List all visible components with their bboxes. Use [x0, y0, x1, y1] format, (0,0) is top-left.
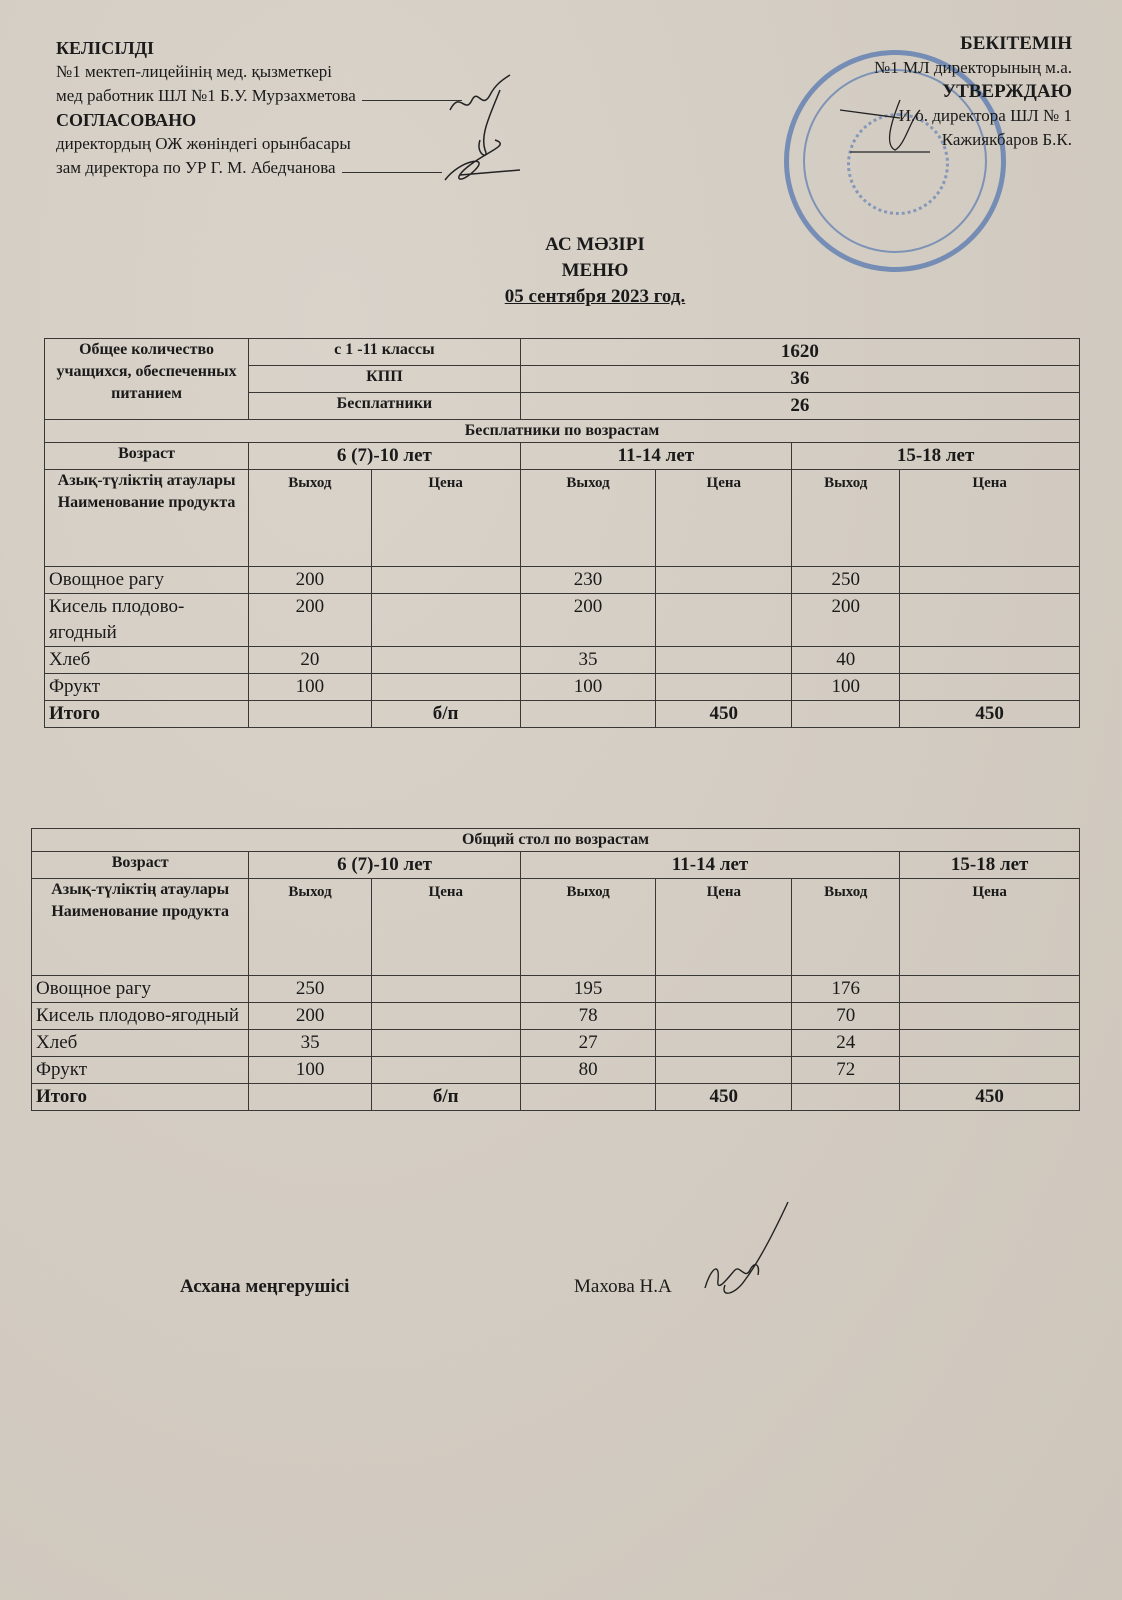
price-cell	[900, 594, 1080, 647]
column-header: Цена	[656, 470, 792, 567]
total-cell: б/п	[371, 701, 520, 728]
output-cell: 200	[792, 594, 900, 647]
canteen-head-name: Махова Н.А	[574, 1276, 672, 1297]
agreed-ru-heading: СОГЛАСОВАНО	[56, 110, 197, 130]
table-section-title: Общий стол по возрастам	[32, 829, 1080, 852]
price-cell	[900, 647, 1080, 674]
table-row	[32, 976, 1080, 1003]
column-header: Цена	[656, 879, 792, 976]
price-cell	[656, 567, 792, 594]
output-cell: 100	[249, 1057, 371, 1084]
director-kz: №1 МЛ директорының м.а.	[874, 58, 1072, 77]
total-row	[45, 701, 1080, 728]
output-cell: 35	[249, 1030, 371, 1057]
age-group: 15-18 лет	[792, 443, 1080, 470]
product-name: Хлеб	[45, 647, 249, 674]
total-cell	[249, 1084, 371, 1111]
table-row	[32, 1030, 1080, 1057]
price-cell	[656, 674, 792, 701]
title-kz: АС МӘЗІРІ	[545, 234, 645, 255]
price-cell	[900, 976, 1080, 1003]
product-name: Овощное рагу	[45, 567, 249, 594]
output-cell: 200	[249, 1003, 371, 1030]
free-meals-table	[44, 338, 1080, 728]
column-header: Выход	[249, 470, 371, 567]
general-table	[31, 828, 1080, 1111]
output-cell: 200	[520, 594, 656, 647]
total-label: Итого	[45, 701, 249, 728]
price-cell	[371, 1057, 520, 1084]
output-cell: 200	[249, 567, 371, 594]
table-section-title: Бесплатники по возрастам	[45, 420, 1080, 443]
table-row	[45, 674, 1080, 701]
column-header: Выход	[520, 470, 656, 567]
product-name: Кисель плодово-ягодный	[45, 594, 249, 647]
price-cell	[371, 976, 520, 1003]
age-label: Возраст	[45, 443, 249, 470]
total-cell	[520, 1084, 656, 1111]
total-cell	[792, 1084, 900, 1111]
age-header-row	[32, 852, 1080, 879]
summary-category: Бесплатники	[249, 393, 521, 420]
approve-ru-heading: УТВЕРЖДАЮ	[942, 81, 1072, 102]
total-cell	[792, 701, 900, 728]
agreed-kz-heading: КЕЛІСІЛДІ	[56, 38, 155, 58]
price-cell	[371, 567, 520, 594]
table-row	[45, 647, 1080, 674]
total-cell: 450	[656, 701, 792, 728]
price-cell	[371, 1003, 520, 1030]
product-name: Кисель плодово-ягодный	[32, 1003, 249, 1030]
price-cell	[656, 1003, 792, 1030]
price-cell	[656, 1057, 792, 1084]
output-cell: 176	[792, 976, 900, 1003]
product-name: Овощное рагу	[32, 976, 249, 1003]
column-header: Выход	[792, 470, 900, 567]
total-cell	[249, 701, 371, 728]
table-row	[45, 594, 1080, 647]
output-cell: 40	[792, 647, 900, 674]
price-cell	[900, 1057, 1080, 1084]
output-cell: 230	[520, 567, 656, 594]
summary-value: 26	[520, 393, 1079, 420]
price-cell	[900, 567, 1080, 594]
age-group: 15-18 лет	[900, 852, 1080, 879]
column-header: Цена	[900, 470, 1080, 567]
summary-category: КПП	[249, 366, 521, 393]
total-cell: 450	[900, 701, 1080, 728]
column-header: Выход	[520, 879, 656, 976]
output-cell: 27	[520, 1030, 656, 1057]
output-cell: 100	[520, 674, 656, 701]
age-label: Возраст	[32, 852, 249, 879]
price-cell	[656, 976, 792, 1003]
age-group: 11-14 лет	[520, 443, 792, 470]
signature-line	[342, 171, 442, 173]
table-row	[45, 567, 1080, 594]
med-worker-kz: №1 мектеп-лицейінің мед. қызметкері	[56, 62, 332, 81]
column-header-row	[32, 879, 1080, 976]
price-cell	[900, 1030, 1080, 1057]
price-cell	[900, 674, 1080, 701]
output-cell: 100	[249, 674, 371, 701]
menu-date: 05 сентября 2023 год.	[504, 286, 686, 307]
summary-label: Общее количество учащихся, обеспеченных питанием	[45, 339, 249, 420]
document-title	[0, 232, 1122, 310]
product-header: Азық-түліктің атаулары Наименование продукта	[32, 879, 249, 976]
column-header: Выход	[792, 879, 900, 976]
output-cell: 78	[520, 1003, 656, 1030]
summary-row	[45, 339, 1080, 366]
output-cell: 250	[249, 976, 371, 1003]
price-cell	[656, 647, 792, 674]
director-name: Кажиякбаров Б.К.	[941, 130, 1072, 149]
total-label: Итого	[32, 1084, 249, 1111]
price-cell	[371, 674, 520, 701]
age-header-row	[45, 443, 1080, 470]
signature-icon	[840, 90, 940, 160]
summary-value: 36	[520, 366, 1079, 393]
deputy-kz: директордың ОЖ жөніндегі орынбасары	[56, 134, 351, 153]
output-cell: 24	[792, 1030, 900, 1057]
output-cell: 35	[520, 647, 656, 674]
signature-icon	[700, 1200, 800, 1300]
total-cell	[520, 701, 656, 728]
output-cell: 80	[520, 1057, 656, 1084]
canteen-head-label: Асхана меңгерушісі	[180, 1276, 350, 1297]
age-group: 6 (7)-10 лет	[249, 852, 520, 879]
age-group: 6 (7)-10 лет	[249, 443, 521, 470]
output-cell: 100	[792, 674, 900, 701]
output-cell: 200	[249, 594, 371, 647]
title-ru: МЕНЮ	[561, 260, 629, 281]
column-header-row	[45, 470, 1080, 567]
approve-kz-heading: БЕКІТЕМІН	[960, 33, 1072, 54]
price-cell	[371, 647, 520, 674]
product-name: Хлеб	[32, 1030, 249, 1057]
product-name: Фрукт	[32, 1057, 249, 1084]
output-cell: 72	[792, 1057, 900, 1084]
price-cell	[656, 1030, 792, 1057]
table-row	[32, 1057, 1080, 1084]
total-row	[32, 1084, 1080, 1111]
column-header: Цена	[371, 879, 520, 976]
age-group: 11-14 лет	[520, 852, 900, 879]
summary-category: с 1 -11 классы	[249, 339, 521, 366]
column-header: Выход	[249, 879, 371, 976]
output-cell: 20	[249, 647, 371, 674]
agreement-block	[56, 36, 462, 180]
signature-icon	[440, 70, 540, 190]
column-header: Цена	[900, 879, 1080, 976]
product-header: Азық-түліктің атаулары Наименование продукта	[45, 470, 249, 567]
output-cell: 250	[792, 567, 900, 594]
product-name: Фрукт	[45, 674, 249, 701]
column-header: Цена	[371, 470, 520, 567]
director-ru: И.о. директора ШЛ № 1	[898, 106, 1072, 125]
total-cell: 450	[900, 1084, 1080, 1111]
total-cell: 450	[656, 1084, 792, 1111]
total-cell: б/п	[371, 1084, 520, 1111]
price-cell	[371, 594, 520, 647]
output-cell: 195	[520, 976, 656, 1003]
price-cell	[656, 594, 792, 647]
table-row	[32, 1003, 1080, 1030]
med-worker-ru: мед работник ШЛ №1 Б.У. Мурзахметова	[56, 86, 356, 105]
price-cell	[371, 1030, 520, 1057]
summary-value: 1620	[520, 339, 1079, 366]
output-cell: 70	[792, 1003, 900, 1030]
deputy-ru: зам директора по УР Г. М. Абедчанова	[56, 158, 336, 177]
price-cell	[900, 1003, 1080, 1030]
